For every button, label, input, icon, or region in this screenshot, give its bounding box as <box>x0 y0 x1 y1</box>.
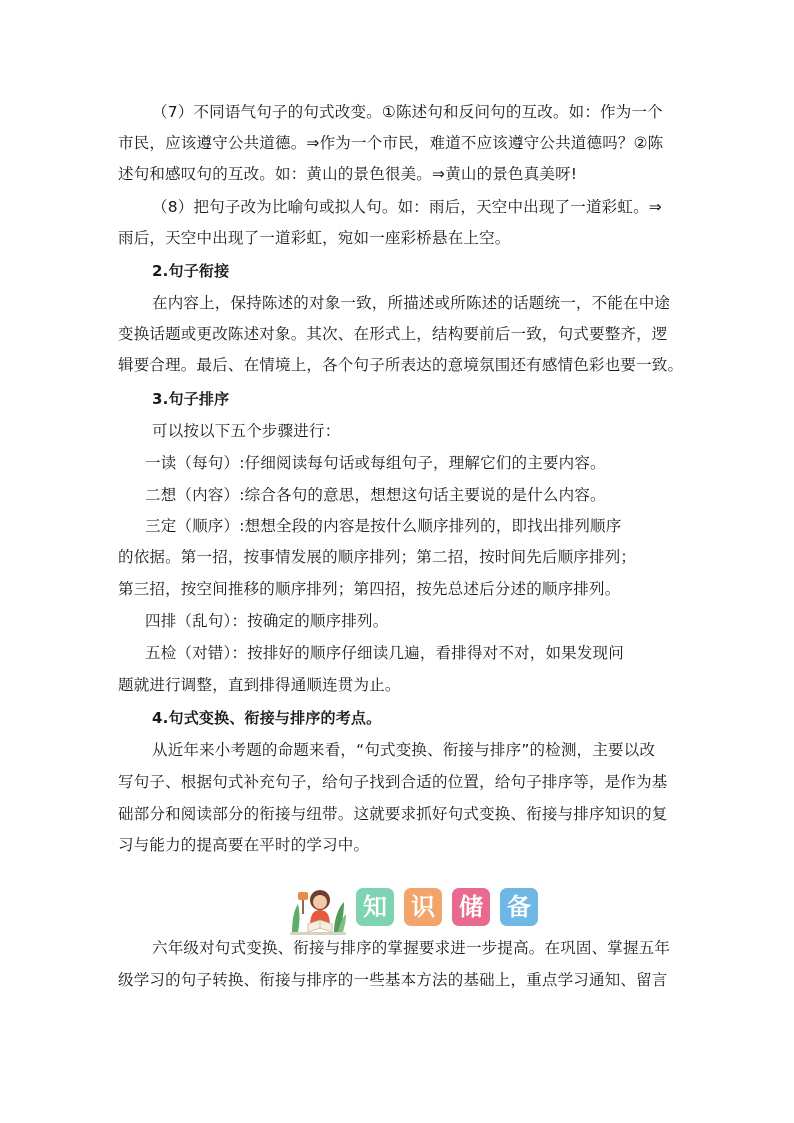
knowledge-reserve-banner <box>288 880 548 936</box>
section8-line1: （8）把句子改为比喻句或拟人句。如：雨后，天空中出现了一道彩虹。⇒ <box>152 198 662 216</box>
para2-line2: 变换话题或更改陈述对象。其次、在形式上，结构要前后一致，句式要整齐，逻 <box>118 325 668 343</box>
para3-step5-line1: 五检（对错）：按排好的顺序仔细读几遍，看排得对不对，如果发现问 <box>145 644 624 662</box>
girl-reading-book-illustration <box>288 880 348 936</box>
para3-step3-line1: 三定（顺序）:想想全段的内容是按什么顺序排列的，即找出排列顺序 <box>145 517 622 535</box>
heading-exam-points: 4.句式变换、衔接与排序的考点。 <box>152 709 382 727</box>
section7-line3: 述句和感叹句的互改。如：黄山的景色很美。⇒黄山的景色真美呀! <box>118 165 578 183</box>
heading-sentence-cohesion: 2.句子衔接 <box>152 262 230 280</box>
para5-line1: 六年级对句式变换、衔接与排序的掌握要求进一步提高。在巩固、掌握五年 <box>152 939 671 957</box>
para3-step1: 一读（每句）:仔细阅读每句话或每组句子，理解它们的主要内容。 <box>145 454 606 472</box>
para3-step2: 二想（内容）:综合各句的意思，想想这句话主要说的是什么内容。 <box>145 486 606 504</box>
para4-line2: 写句子、根据句式补充句子，给句子找到合适的位置，给句子排序等，是作为基 <box>118 773 668 791</box>
para3-step5-line2: 题就进行调整，直到排得通顺连贯为止。 <box>118 676 401 694</box>
para4-line1: 从近年来小考题的命题来看，“句式变换、衔接与排序”的检测，主要以改 <box>152 741 656 759</box>
heading-sentence-ordering: 3.句子排序 <box>152 390 230 408</box>
banner-char-zhi: 知 <box>356 888 394 926</box>
para4-line3: 础部分和阅读部分的衔接与纽带。这就要求抓好句式变换、衔接与排序知识的复 <box>118 805 668 823</box>
para3-step3-line2: 的依据。第一招，按事情发展的顺序排列；第二招，按时间先后顺序排列； <box>118 548 637 566</box>
banner-char-shi: 识 <box>404 888 442 926</box>
section7-line2: 市民，应该遵守公共道德。⇒作为一个市民，难道不应该遵守公共道德吗？②陈 <box>118 134 664 152</box>
para2-line3: 辑要合理。最后、在情境上，各个句子所表达的意境氛围还有感情色彩也要一致。 <box>118 356 684 374</box>
section8-line2: 雨后，天空中出现了一道彩虹，宛如一座彩桥悬在上空。 <box>118 229 511 247</box>
para3-step4: 四排（乱句）：按确定的顺序排列。 <box>145 612 389 630</box>
section7-line1: （7）不同语气句子的句式改变。①陈述句和反问句的互改。如：作为一个 <box>152 103 663 121</box>
para3-intro: 可以按以下五个步骤进行： <box>152 422 341 440</box>
para5-line2: 级学习的句子转换、衔接与排序的一些基本方法的基础上，重点学习通知、留言 <box>118 971 668 989</box>
para2-line1: 在内容上，保持陈述的对象一致，所描述或所陈述的话题统一，不能在中途 <box>152 294 671 312</box>
banner-char-bei: 备 <box>500 888 538 926</box>
banner-char-chu: 储 <box>452 888 490 926</box>
para4-line4: 习与能力的提高要在平时的学习中。 <box>118 836 370 854</box>
para3-step3-line3: 第三招，按空间推移的顺序排列；第四招，按先总述后分述的顺序排列。 <box>118 580 621 598</box>
